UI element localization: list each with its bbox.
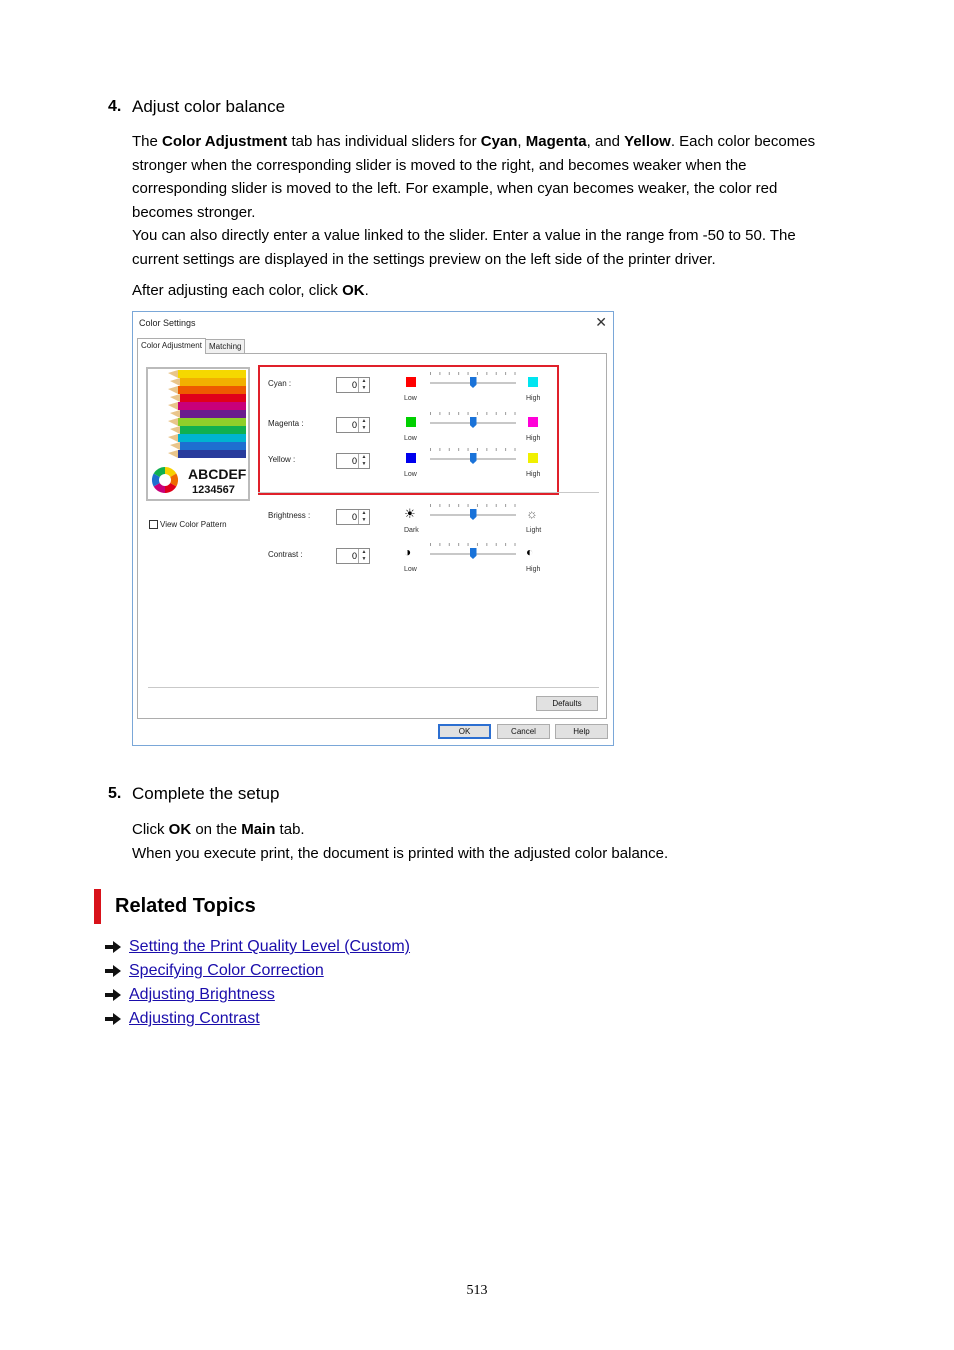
link-print-quality-level[interactable]: Setting the Print Quality Level (Custom) bbox=[129, 938, 411, 955]
arrow-right-icon bbox=[104, 940, 122, 954]
settings-preview bbox=[146, 367, 250, 501]
related-link-item bbox=[104, 959, 410, 983]
cancel-button[interactable]: Cancel bbox=[497, 724, 550, 739]
low-color-swatch bbox=[406, 453, 416, 463]
row-label: Brightness : bbox=[268, 511, 311, 520]
bottom-divider bbox=[148, 687, 599, 688]
spin-value: 0 bbox=[351, 456, 357, 466]
step-4-number: 4. bbox=[108, 98, 122, 115]
value-spinbox[interactable] bbox=[336, 377, 370, 393]
related-link-item bbox=[104, 935, 410, 959]
slider-ticks bbox=[430, 412, 516, 415]
step-4-line-5: You can also directly enter a value linked to the slider. Enter a value in the range from -50 to 50. The bbox=[132, 227, 796, 244]
slider-ticks bbox=[430, 372, 516, 375]
low-color-swatch bbox=[406, 417, 416, 427]
row-label: Cyan : bbox=[268, 379, 292, 388]
spin-value: 0 bbox=[351, 380, 357, 390]
related-link-item bbox=[104, 983, 410, 1007]
step-5-title: Complete the setup bbox=[132, 784, 280, 803]
related-topics-bar bbox=[94, 889, 101, 924]
spin-value: 0 bbox=[351, 420, 357, 430]
defaults-button[interactable]: Defaults bbox=[536, 696, 598, 711]
ok-button[interactable]: OK bbox=[438, 724, 491, 739]
spin-value: 0 bbox=[351, 512, 357, 522]
row-label: Yellow : bbox=[268, 455, 296, 464]
step-4-line-3: corresponding slider is moved to the left. For example, when cyan becomes weaker, the color red bbox=[132, 180, 778, 197]
arrow-right-icon bbox=[104, 1012, 122, 1026]
link-color-correction[interactable]: Specifying Color Correction bbox=[129, 962, 324, 979]
view-color-pattern-label: View Color Pattern bbox=[160, 520, 227, 529]
slider-ticks bbox=[430, 543, 516, 546]
tab-color-adjustment[interactable]: Color Adjustment bbox=[137, 338, 206, 354]
tab-matching[interactable]: Matching bbox=[205, 339, 245, 354]
value-spinbox[interactable] bbox=[336, 548, 370, 564]
high-label: High bbox=[526, 435, 541, 442]
related-links bbox=[104, 935, 410, 1031]
step-5-line-1: Click OK on the Main tab. bbox=[132, 821, 305, 838]
dialog-title: Color Settings bbox=[139, 318, 196, 328]
low-label: Low bbox=[404, 566, 417, 573]
spin-arrows-icon[interactable]: ▲ ▼ bbox=[358, 454, 369, 468]
spin-arrows-icon[interactable]: ▲ ▼ bbox=[358, 549, 369, 563]
step-4-title: Adjust color balance bbox=[132, 97, 286, 116]
dark-sun-icon: ☀ bbox=[404, 506, 416, 521]
step-5-number: 5. bbox=[108, 785, 122, 802]
close-icon[interactable]: ✕ bbox=[595, 314, 607, 330]
color-adjustment-panel bbox=[137, 353, 607, 719]
color-settings-dialog bbox=[132, 311, 614, 746]
low-color-swatch bbox=[406, 377, 416, 387]
value-spinbox[interactable] bbox=[336, 417, 370, 433]
link-adjusting-contrast[interactable]: Adjusting Contrast bbox=[129, 1010, 260, 1027]
slider-ticks bbox=[430, 504, 516, 507]
step-5-body bbox=[132, 818, 872, 865]
light-sun-icon: ☼ bbox=[526, 506, 538, 521]
step-4-line-2: stronger when the corresponding slider is moved to the right, and becomes weaker when the bbox=[132, 156, 747, 174]
spin-arrows-icon[interactable]: ▲ ▼ bbox=[358, 378, 369, 392]
row-label: Contrast : bbox=[268, 550, 303, 559]
step-4-line-1: The Color Adjustment tab has individual sliders for Cyan, Magenta, and Yellow. Each color becomes bbox=[132, 133, 816, 150]
link-adjusting-brightness[interactable]: Adjusting Brightness bbox=[129, 986, 275, 1003]
low-label: Low bbox=[404, 395, 417, 402]
page-number: 513 bbox=[466, 1283, 488, 1298]
high-color-swatch bbox=[528, 417, 538, 427]
high-color-swatch bbox=[528, 377, 538, 387]
spin-value: 0 bbox=[351, 551, 357, 561]
spin-arrows-icon[interactable]: ▲ ▼ bbox=[358, 418, 369, 432]
related-topics-heading: Related Topics bbox=[115, 895, 256, 917]
high-label: Light bbox=[526, 527, 542, 534]
preview-text-numbers: 1234567 bbox=[192, 484, 235, 496]
high-label: High bbox=[526, 471, 541, 478]
spin-arrows-icon[interactable]: ▲ ▼ bbox=[358, 510, 369, 524]
row-label: Magenta : bbox=[268, 419, 304, 428]
preview-text-letters: ABCDEF bbox=[188, 466, 247, 482]
slider-thumb[interactable] bbox=[470, 509, 477, 520]
step-4-line-4: becomes stronger. bbox=[132, 203, 256, 221]
high-color-swatch bbox=[528, 453, 538, 463]
step-5-line-2: When you execute print, the document is printed with the adjusted color balance. bbox=[132, 844, 669, 862]
view-color-pattern-checkbox[interactable] bbox=[149, 520, 158, 529]
arrow-right-icon bbox=[104, 964, 122, 978]
step-4-line-6: current settings are displayed in the settings preview on the left side of the printer driver. bbox=[132, 250, 716, 268]
low-label: Low bbox=[404, 435, 417, 442]
value-spinbox[interactable] bbox=[336, 453, 370, 469]
help-button[interactable]: Help bbox=[555, 724, 608, 739]
high-label: High bbox=[526, 395, 541, 402]
high-label: High bbox=[526, 566, 541, 573]
slider-thumb[interactable] bbox=[470, 548, 477, 559]
step-4-after: After adjusting each color, click OK. bbox=[132, 282, 369, 299]
low-label: Dark bbox=[404, 527, 419, 534]
step-4-body bbox=[132, 130, 872, 271]
arrow-right-icon bbox=[104, 988, 122, 1002]
related-link-item bbox=[104, 1007, 410, 1031]
section-divider bbox=[258, 492, 599, 493]
slider-ticks bbox=[430, 448, 516, 451]
low-label: Low bbox=[404, 471, 417, 478]
high-contrast-icon: ◐ bbox=[526, 545, 534, 559]
low-contrast-icon: ◑ bbox=[404, 545, 412, 559]
value-spinbox[interactable] bbox=[336, 509, 370, 525]
